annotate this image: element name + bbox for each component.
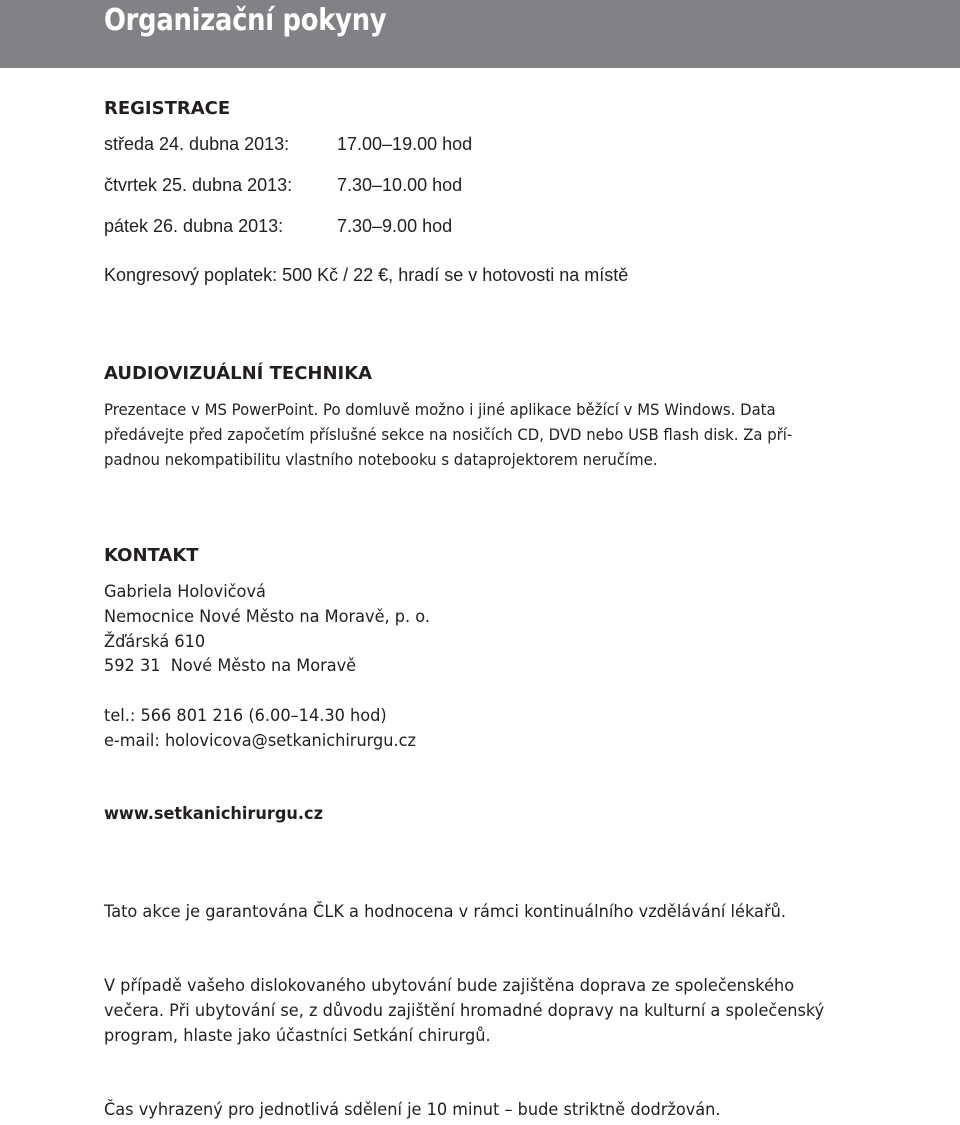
contact-heading: KONTAKT [104, 545, 199, 566]
time-limit-note: Čas vyhrazený pro jednotlivá sdělení je 10 minut – bude striktně dodržován. [104, 1100, 721, 1120]
registration-date: pátek 26. dubna 2013: [104, 216, 284, 236]
contact-name: Gabriela Holovičová [104, 582, 266, 602]
contact-street: Žďárská 610 [104, 632, 206, 652]
accommodation-line: večera. Při ubytování se, z důvodu zajištění hromadné dopravy na kulturní a společenský [104, 1001, 825, 1021]
registration-row [104, 214, 604, 238]
registration-fee: Kongresový poplatek: 500 Kč / 22 €, hradí se v hotovosti na místě [104, 265, 629, 285]
contact-city: 592 31 Nové Město na Moravě [104, 656, 357, 676]
av-paragraph [104, 397, 904, 472]
av-line: Prezentace v MS PowerPoint. Po domluvě možno i jiné aplikace běžící v MS Windows. Data [104, 400, 776, 419]
av-line: padnou nekompatibilitu vlastního notebooku s dataprojektorem neručíme. [104, 450, 658, 469]
registration-time: 17.00–19.00 hod [337, 134, 473, 154]
registration-time: 7.30–10.00 hod [337, 175, 463, 195]
registration-time: 7.30–9.00 hod [337, 216, 453, 236]
av-heading: AUDIOVIZUÁLNÍ TECHNIKA [104, 363, 373, 384]
contact-organization: Nemocnice Nové Město na Moravě, p. o. [104, 607, 431, 627]
contact-phone: tel.: 566 801 216 (6.00–14.30 hod) [104, 706, 387, 726]
guarantee-note: Tato akce je garantována ČLK a hodnocena v rámci kontinuálního vzdělávání lékařů. [104, 902, 786, 922]
contact-email[interactable]: e-mail: holovicova@setkanichirurgu.cz [104, 731, 417, 751]
accommodation-line: V případě vašeho dislokovaného ubytování bude zajištěna doprava ze společenského [104, 976, 795, 996]
registration-row [104, 132, 604, 156]
registration-date: čtvrtek 25. dubna 2013: [104, 175, 293, 195]
accommodation-line: program, hlaste jako účastníci Setkání chirurgů. [104, 1026, 491, 1046]
website-link[interactable]: www.setkanichirurgu.cz [104, 804, 324, 824]
registration-row [104, 173, 604, 197]
registration-date: středa 24. dubna 2013: [104, 134, 290, 154]
av-line: předávejte před započetím příslušné sekce na nosičích CD, DVD nebo USB flash disk. Za pří- [104, 425, 793, 444]
registration-heading: REGISTRACE [104, 98, 231, 119]
page-title: Organizační pokyny [104, 3, 387, 38]
header-bar [0, 0, 960, 68]
